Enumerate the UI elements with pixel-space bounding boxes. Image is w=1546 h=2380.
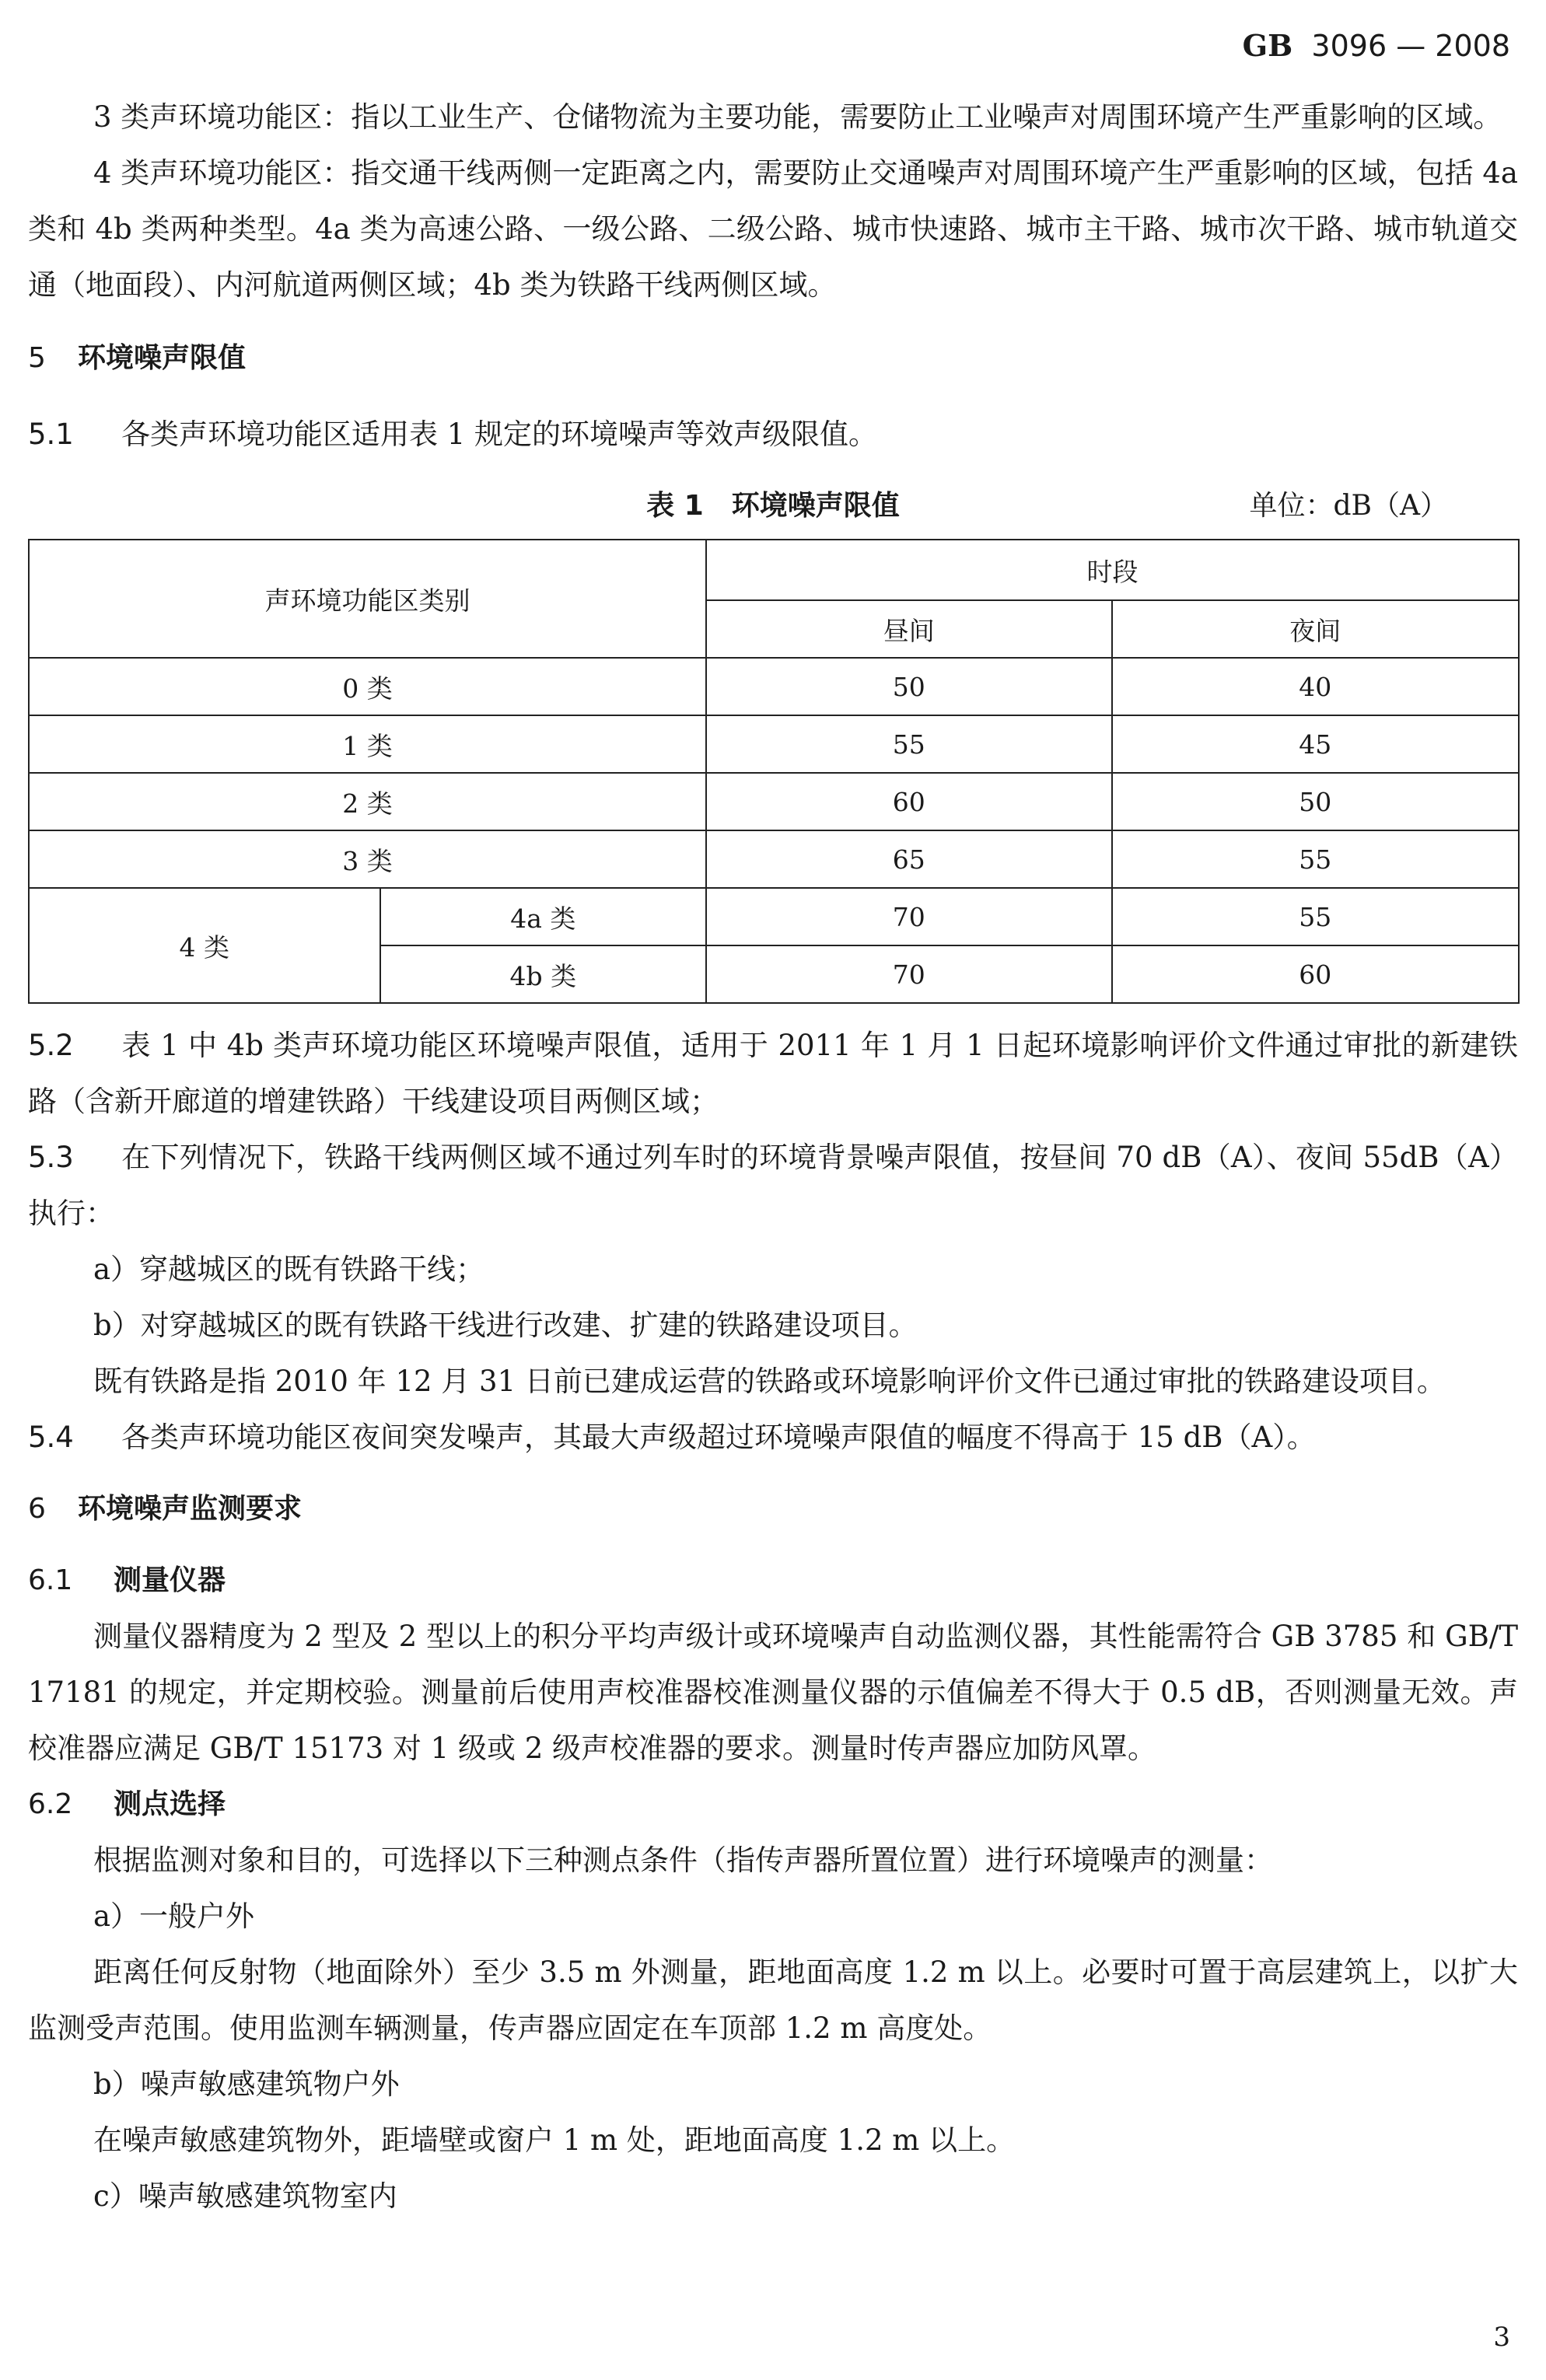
row-day-limit: 60 (706, 773, 1111, 830)
clause-6-2-item-b-text: 在噪声敏感建筑物外，距墙壁或窗户 1 m 处，距地面高度 1.2 m 以上。 (93, 2123, 1016, 2157)
table-unit: 单位：dB（A） (1249, 490, 1448, 522)
row-night-limit: 50 (1112, 773, 1519, 830)
row-category-4: 4 类 (29, 888, 380, 1003)
clause-6-2-text: 根据监测对象和目的，可选择以下三种测点条件（指传声器所置位置）进行环境噪声的测量： (93, 1844, 1273, 1877)
clause-6-1-title: 测量仪器 (114, 1564, 226, 1596)
row-day-limit: 50 (706, 658, 1111, 715)
clause-5-2-text: 表 1 中 4b 类声环境功能区环境噪声限值，适用于 2011 年 1 月 1 日起环境影响评价文件通过审批的新建铁路（含新开廊道的增建铁路）干线建设项目两侧区域； (28, 1029, 1518, 1118)
clause-5-2-number: 5.2 (28, 1029, 74, 1062)
table-row (29, 715, 1519, 773)
row-category: 2 类 (29, 773, 706, 830)
table-row (29, 830, 1519, 888)
row-subcategory: 4b 类 (380, 945, 707, 1003)
row-night-limit: 45 (1112, 715, 1519, 773)
section-6-heading (28, 1481, 1518, 1537)
clause-5-2 (28, 1018, 1518, 1130)
header-category: 声环境功能区类别 (29, 540, 706, 658)
zone4-paragraph: 4 类声环境功能区：指交通干线两侧一定距离之内，需要防止交通噪声对周围环境产生严重影响的区域，包括 4a 类和 4b 类两种类型。4a 类为高速公路、一级公路、二级公路、城市快速路、城市主干路、城市次干路、城市轨道交通（地面段）、内河航道两侧区域；4b 类为铁路干线两侧区域。 (28, 156, 1518, 302)
clause-6-2-heading (28, 1777, 1518, 1833)
table-row (29, 658, 1519, 715)
clause-6-1-text: 测量仪器精度为 2 型及 2 型以上的积分平均声级计或环境噪声自动监测仪器，其性能需符合 GB 3785 和 GB/T 17181 的规定，并定期校验。测量前后使用声校准器校准测量仪器的示值偏差不得大于 0.5 dB，否则测量无效。声校准器应满足 GB/T 15173 对 1 级或 2 级声校准器的要求。测量时传声器应加防风罩。 (28, 1620, 1518, 1765)
clause-6-1-heading (28, 1553, 1518, 1609)
row-category: 0 类 (29, 658, 706, 715)
clause-5-4-number: 5.4 (28, 1421, 74, 1454)
clause-5-3-number: 5.3 (28, 1141, 74, 1174)
standard-code (1243, 28, 1510, 63)
table-title: 表 1 环境噪声限值 (646, 490, 900, 522)
noise-limit-table (28, 539, 1520, 1004)
section-6-number: 6 (28, 1493, 46, 1525)
row-day-limit: 55 (706, 715, 1111, 773)
page-number: 3 (1493, 2322, 1510, 2353)
row-category: 3 类 (29, 830, 706, 888)
row-day-limit: 70 (706, 945, 1111, 1003)
header-night: 夜间 (1112, 600, 1519, 658)
zone3-paragraph: 3 类声环境功能区：指以工业生产、仓储物流为主要功能，需要防止工业噪声对周围环境产生严重影响的区域。 (93, 100, 1502, 134)
clause-5-1-number: 5.1 (28, 418, 74, 451)
header-period: 时段 (706, 540, 1519, 600)
row-night-limit: 55 (1112, 830, 1519, 888)
row-day-limit: 65 (706, 830, 1111, 888)
row-subcategory: 4a 类 (380, 888, 707, 945)
section-5-number: 5 (28, 342, 46, 374)
section-5-heading (28, 330, 1518, 386)
section-6-title: 环境噪声监测要求 (78, 1493, 303, 1525)
row-night-limit: 60 (1112, 945, 1519, 1003)
clause-5-1-text: 各类声环境功能区适用表 1 规定的环境噪声等效声级限值。 (121, 418, 878, 451)
clause-5-3 (28, 1130, 1518, 1242)
clause-6-2-item-c: c）噪声敏感建筑物室内 (93, 2179, 397, 2213)
clause-5-3-item-a: a）穿越城区的既有铁路干线； (93, 1253, 485, 1286)
header-day: 昼间 (706, 600, 1111, 658)
standard-number: 3096 — 2008 (1311, 29, 1510, 63)
clause-5-3-text: 在下列情况下，铁路干线两侧区域不通过列车时的环境背景噪声限值，按昼间 70 dB（A）、夜间 55dB（A）执行： (28, 1141, 1518, 1230)
standard-prefix: GB (1242, 28, 1293, 63)
clause-6-2-item-b: b）噪声敏感建筑物户外 (93, 2067, 400, 2101)
page-content (28, 89, 1518, 2224)
row-night-limit: 40 (1112, 658, 1519, 715)
clause-5-3-item-b: b）对穿越城区的既有铁路干线进行改建、扩建的铁路建设项目。 (93, 1309, 918, 1342)
row-day-limit: 70 (706, 888, 1111, 945)
clause-6-2-item-a-text: 距离任何反射物（地面除外）至少 3.5 m 外测量，距地面高度 1.2 m 以上。必要时可置于高层建筑上，以扩大监测受声范围。使用监测车辆测量，传声器应固定在车顶部 1.2 m 高度处。 (28, 1955, 1518, 2045)
section-5-title: 环境噪声限值 (78, 342, 247, 374)
clause-6-2-item-a: a）一般户外 (93, 1899, 255, 1933)
clause-5-3-note: 既有铁路是指 2010 年 12 月 31 日前已建成运营的铁路或环境影响评价文件已通过审批的铁路建设项目。 (93, 1365, 1446, 1398)
clause-5-4 (28, 1410, 1518, 1466)
row-category: 1 类 (29, 715, 706, 773)
table-row (29, 888, 1519, 945)
clause-6-2-title: 测点选择 (114, 1788, 226, 1820)
row-night-limit: 55 (1112, 888, 1519, 945)
clause-5-1 (28, 407, 1518, 463)
clause-6-1-number: 6.1 (28, 1564, 73, 1596)
clause-5-4-text: 各类声环境功能区夜间突发噪声，其最大声级超过环境噪声限值的幅度不得高于 15 dB（A）。 (121, 1421, 1316, 1454)
clause-6-2-number: 6.2 (28, 1788, 73, 1820)
table-row (29, 773, 1519, 830)
table-caption (28, 478, 1518, 534)
